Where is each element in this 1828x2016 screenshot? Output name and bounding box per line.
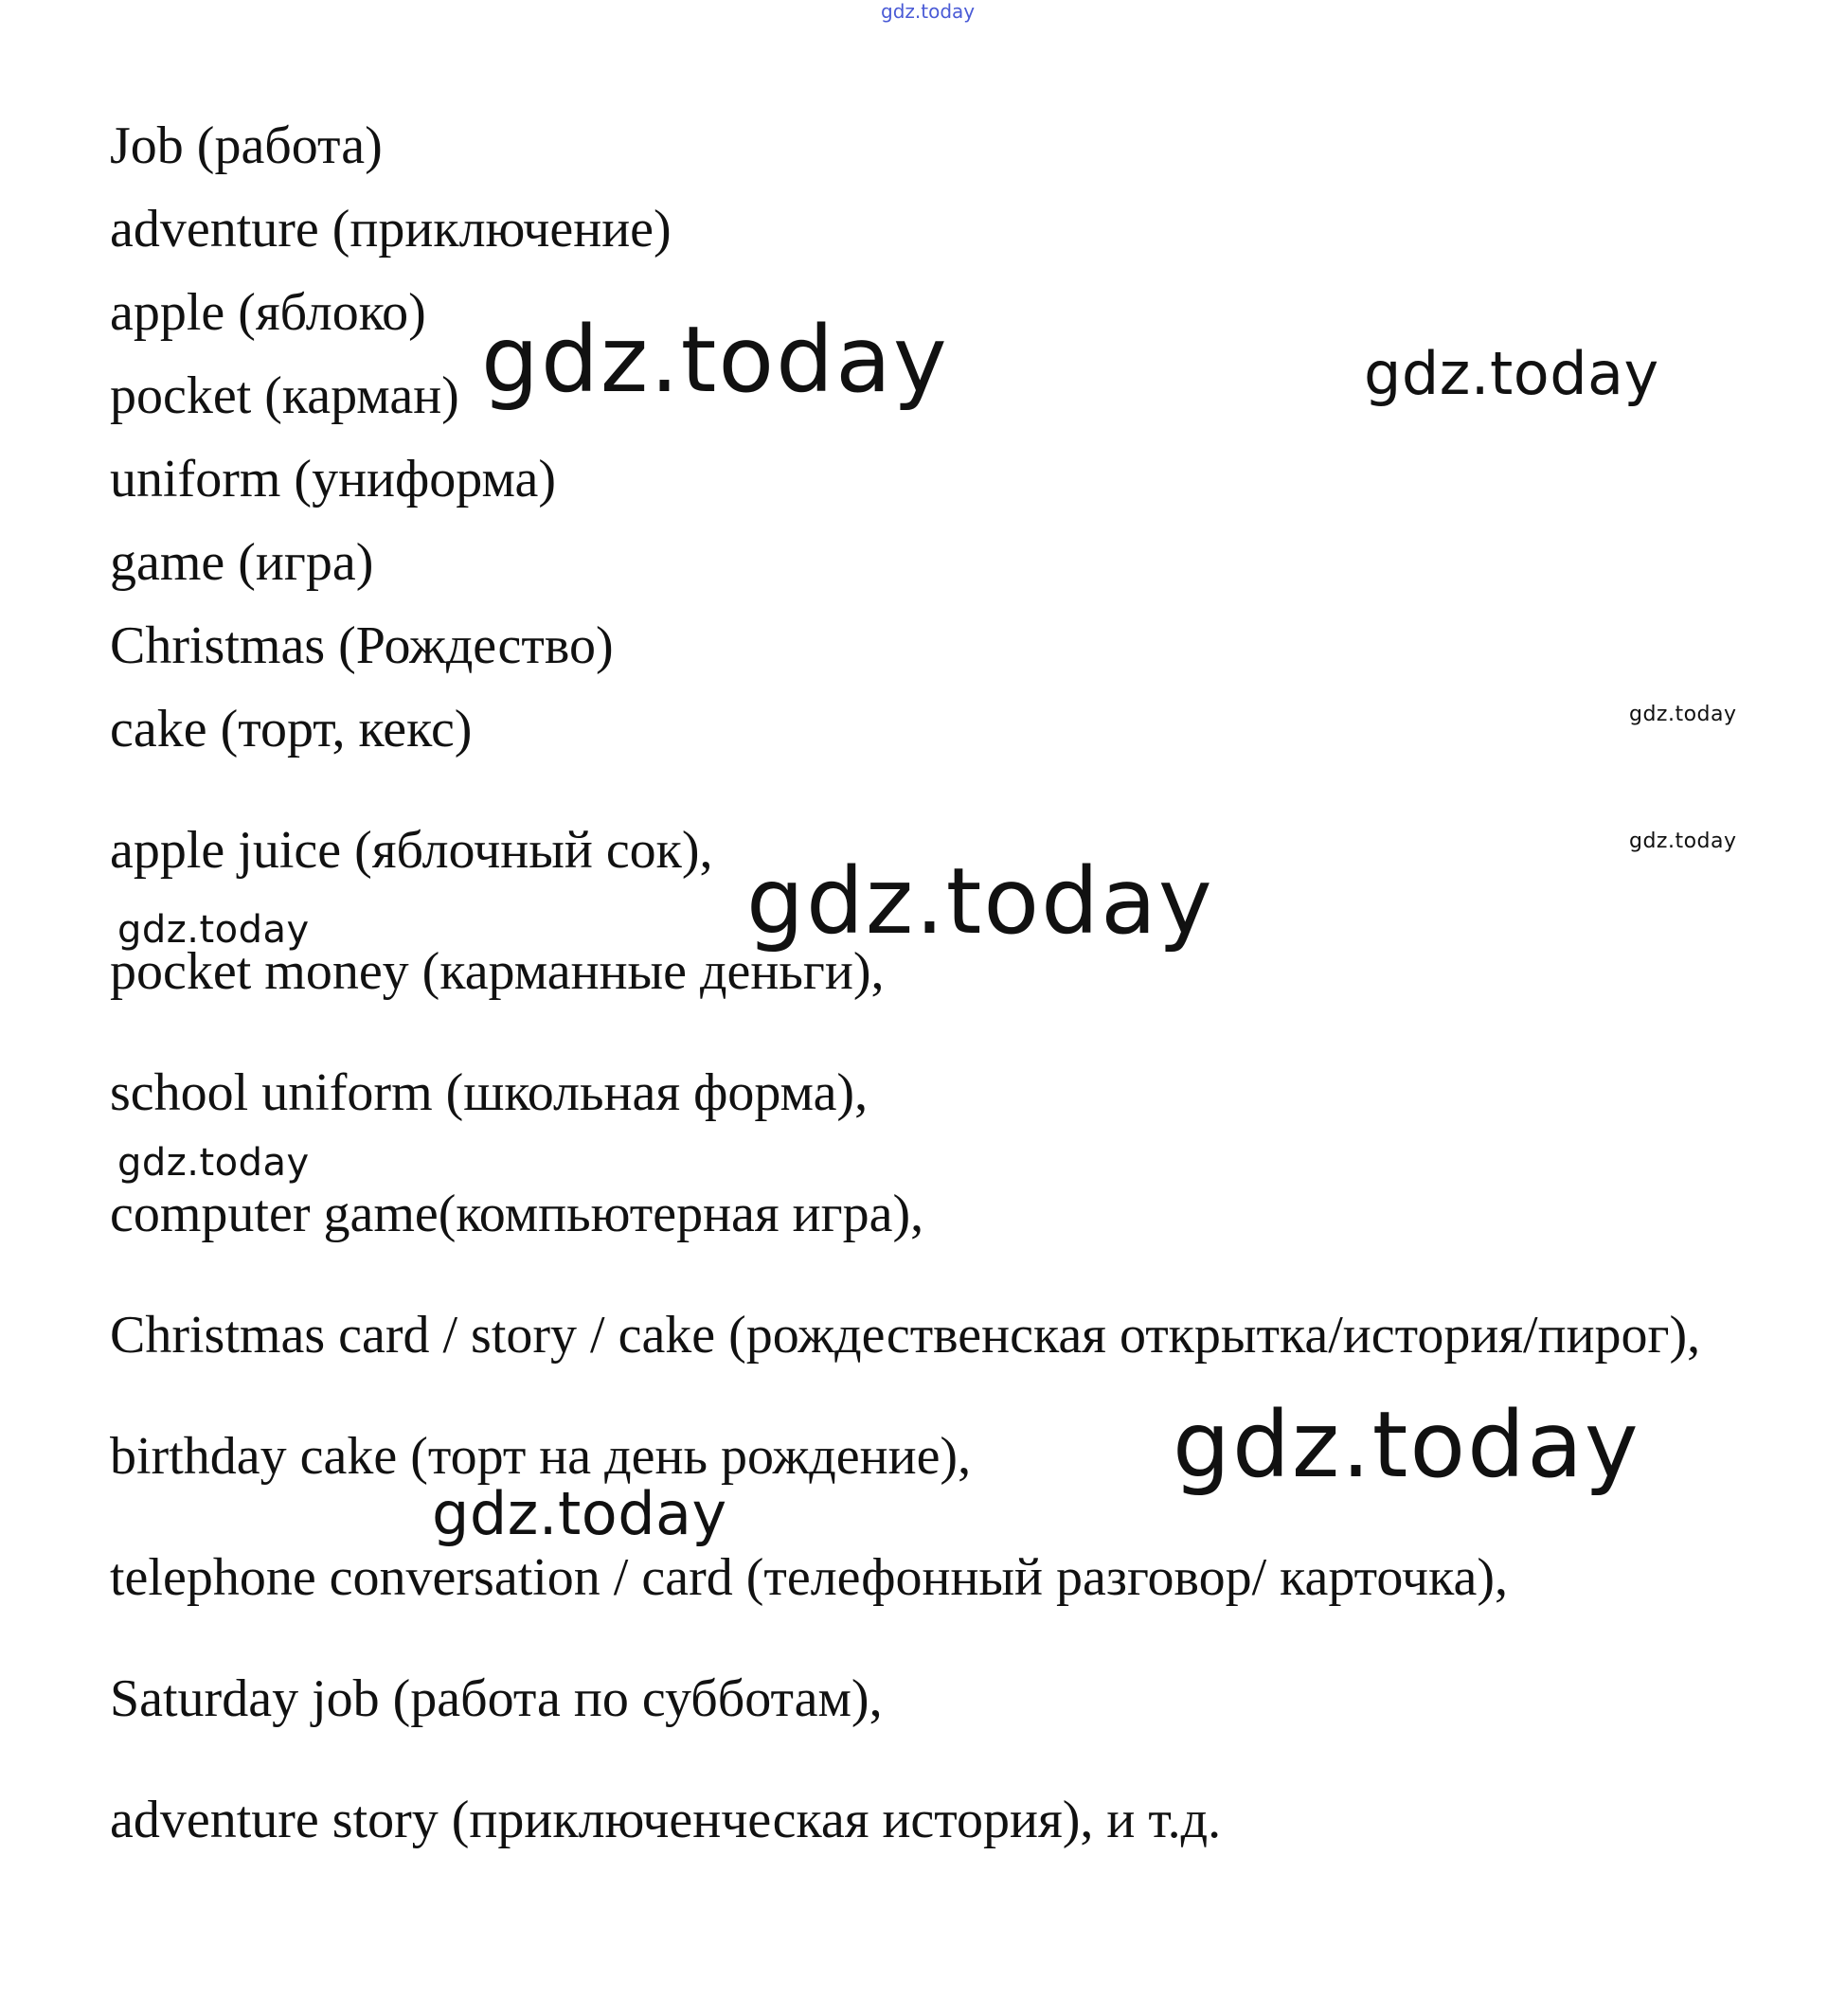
watermark-large-3: gdz.today <box>1173 1392 1640 1498</box>
watermark-side-1: gdz.today <box>117 908 310 952</box>
watermark-small-2: gdz.today <box>1629 830 1737 853</box>
vocab-line-job: Job (работа) <box>110 116 383 175</box>
phrase-line-birthday-cake: birthday cake (торт на день рождение), <box>110 1427 972 1486</box>
phrase-line-school-uniform: school uniform (школьная форма), <box>110 1063 869 1122</box>
vocab-line-pocket: pocket (карман) <box>110 366 459 425</box>
watermark-small-1: gdz.today <box>1629 703 1737 726</box>
vocab-line-adventure: adventure (приключение) <box>110 200 672 259</box>
vocab-line-christmas: Christmas (Рождество) <box>110 616 614 675</box>
watermark-side-2: gdz.today <box>117 1141 310 1185</box>
vocab-line-uniform: uniform (униформа) <box>110 450 556 508</box>
phrase-line-apple-juice: apple juice (яблочный сок), <box>110 821 713 880</box>
phrase-line-computer-game: computer game(компьютерная игра), <box>110 1185 924 1243</box>
phrase-line-pocket-money: pocket money (карманные деньги), <box>110 942 885 1001</box>
watermark-top: gdz.today <box>881 0 976 23</box>
watermark-large-1: gdz.today <box>481 307 949 413</box>
phrase-line-telephone: telephone conversation / card (телефонный разговор/ карточка), <box>110 1548 1508 1607</box>
phrase-line-christmas-card: Christmas card / story / cake (рождественская открытка/история/пирог), <box>110 1306 1701 1365</box>
watermark-medium-2: gdz.today <box>432 1479 727 1548</box>
phrase-line-adventure-story: adventure story (приключенческая история), и т.д. <box>110 1791 1222 1849</box>
phrase-line-saturday-job: Saturday job (работа по субботам), <box>110 1669 883 1728</box>
vocab-line-cake: cake (торт, кекс) <box>110 700 473 758</box>
vocab-line-game: game (игра) <box>110 533 374 592</box>
vocab-line-apple: apple (яблоко) <box>110 283 426 342</box>
watermark-medium-1: gdz.today <box>1364 339 1659 408</box>
watermark-large-2: gdz.today <box>746 848 1214 954</box>
